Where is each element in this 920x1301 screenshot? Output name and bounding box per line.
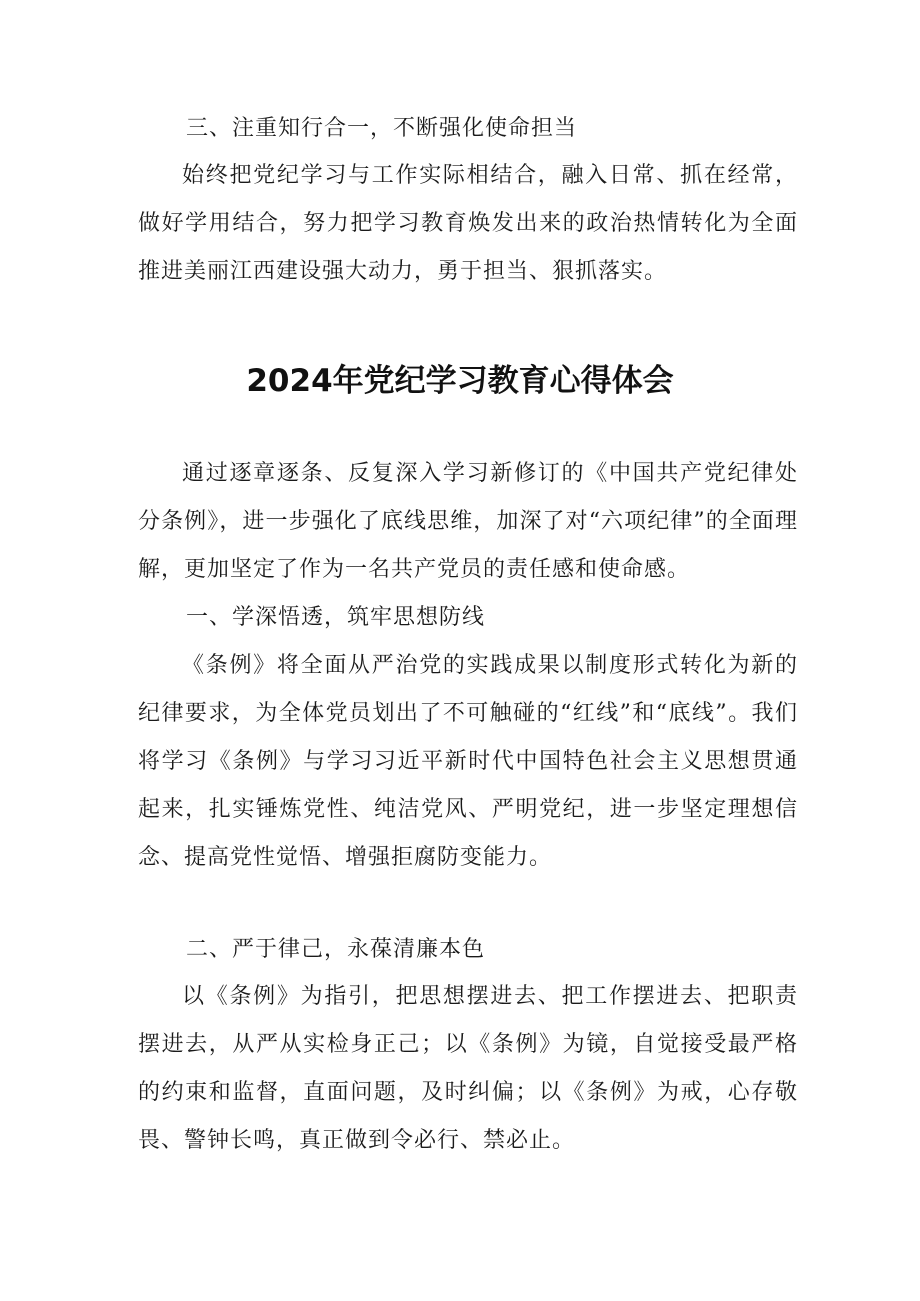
previous-section-body: 始终把党纪学习与工作实际相结合，融入日常、抓在经常，做好学用结合，努力把学习教育焕发出来的政治热情转化为全面推进美丽江西建设强大动力，勇于担当、狠抓落实。 <box>138 163 798 284</box>
section-heading-2: 二、严于律己，永葆清廉本色 <box>186 937 486 962</box>
article-intro: 通过逐章逐条、反复深入学习新修订的《中国共产党纪律处分条例》，进一步强化了底线思维，加深了对“六项纪律”的全面理解，更加坚定了作为一名共产党员的责任感和使命感。 <box>138 461 798 582</box>
article-title: 2024年党纪学习教育心得体会 <box>246 363 674 399</box>
section-body-2: 以《条例》为指引，把思想摆进去、把工作摆进去、把职责摆进去，从严从实检身正己；以《条例》为镜，自觉接受最严格的约束和监督，直面问题，及时纠偏；以《条例》为戒，心存敬畏、警钟长鸣，真正做到令必行、禁必止。 <box>138 984 798 1153</box>
section-heading-1: 一、学深悟透，筑牢思想防线 <box>186 605 486 630</box>
previous-section-heading: 三、注重知行合一，不断强化使命担当 <box>186 116 578 141</box>
section-body-1: 《条例》将全面从严治党的实践成果以制度形式转化为新的纪律要求，为全体党员划出了不可触碰的“红线”和“底线”。我们将学习《条例》与学习习近平新时代中国特色社会主义思想贯通起来，扎实锤炼党性、纯洁党风、严明党纪，进一步坚定理想信念、提高党性觉悟、增强拒腐防变能力。 <box>138 653 798 870</box>
